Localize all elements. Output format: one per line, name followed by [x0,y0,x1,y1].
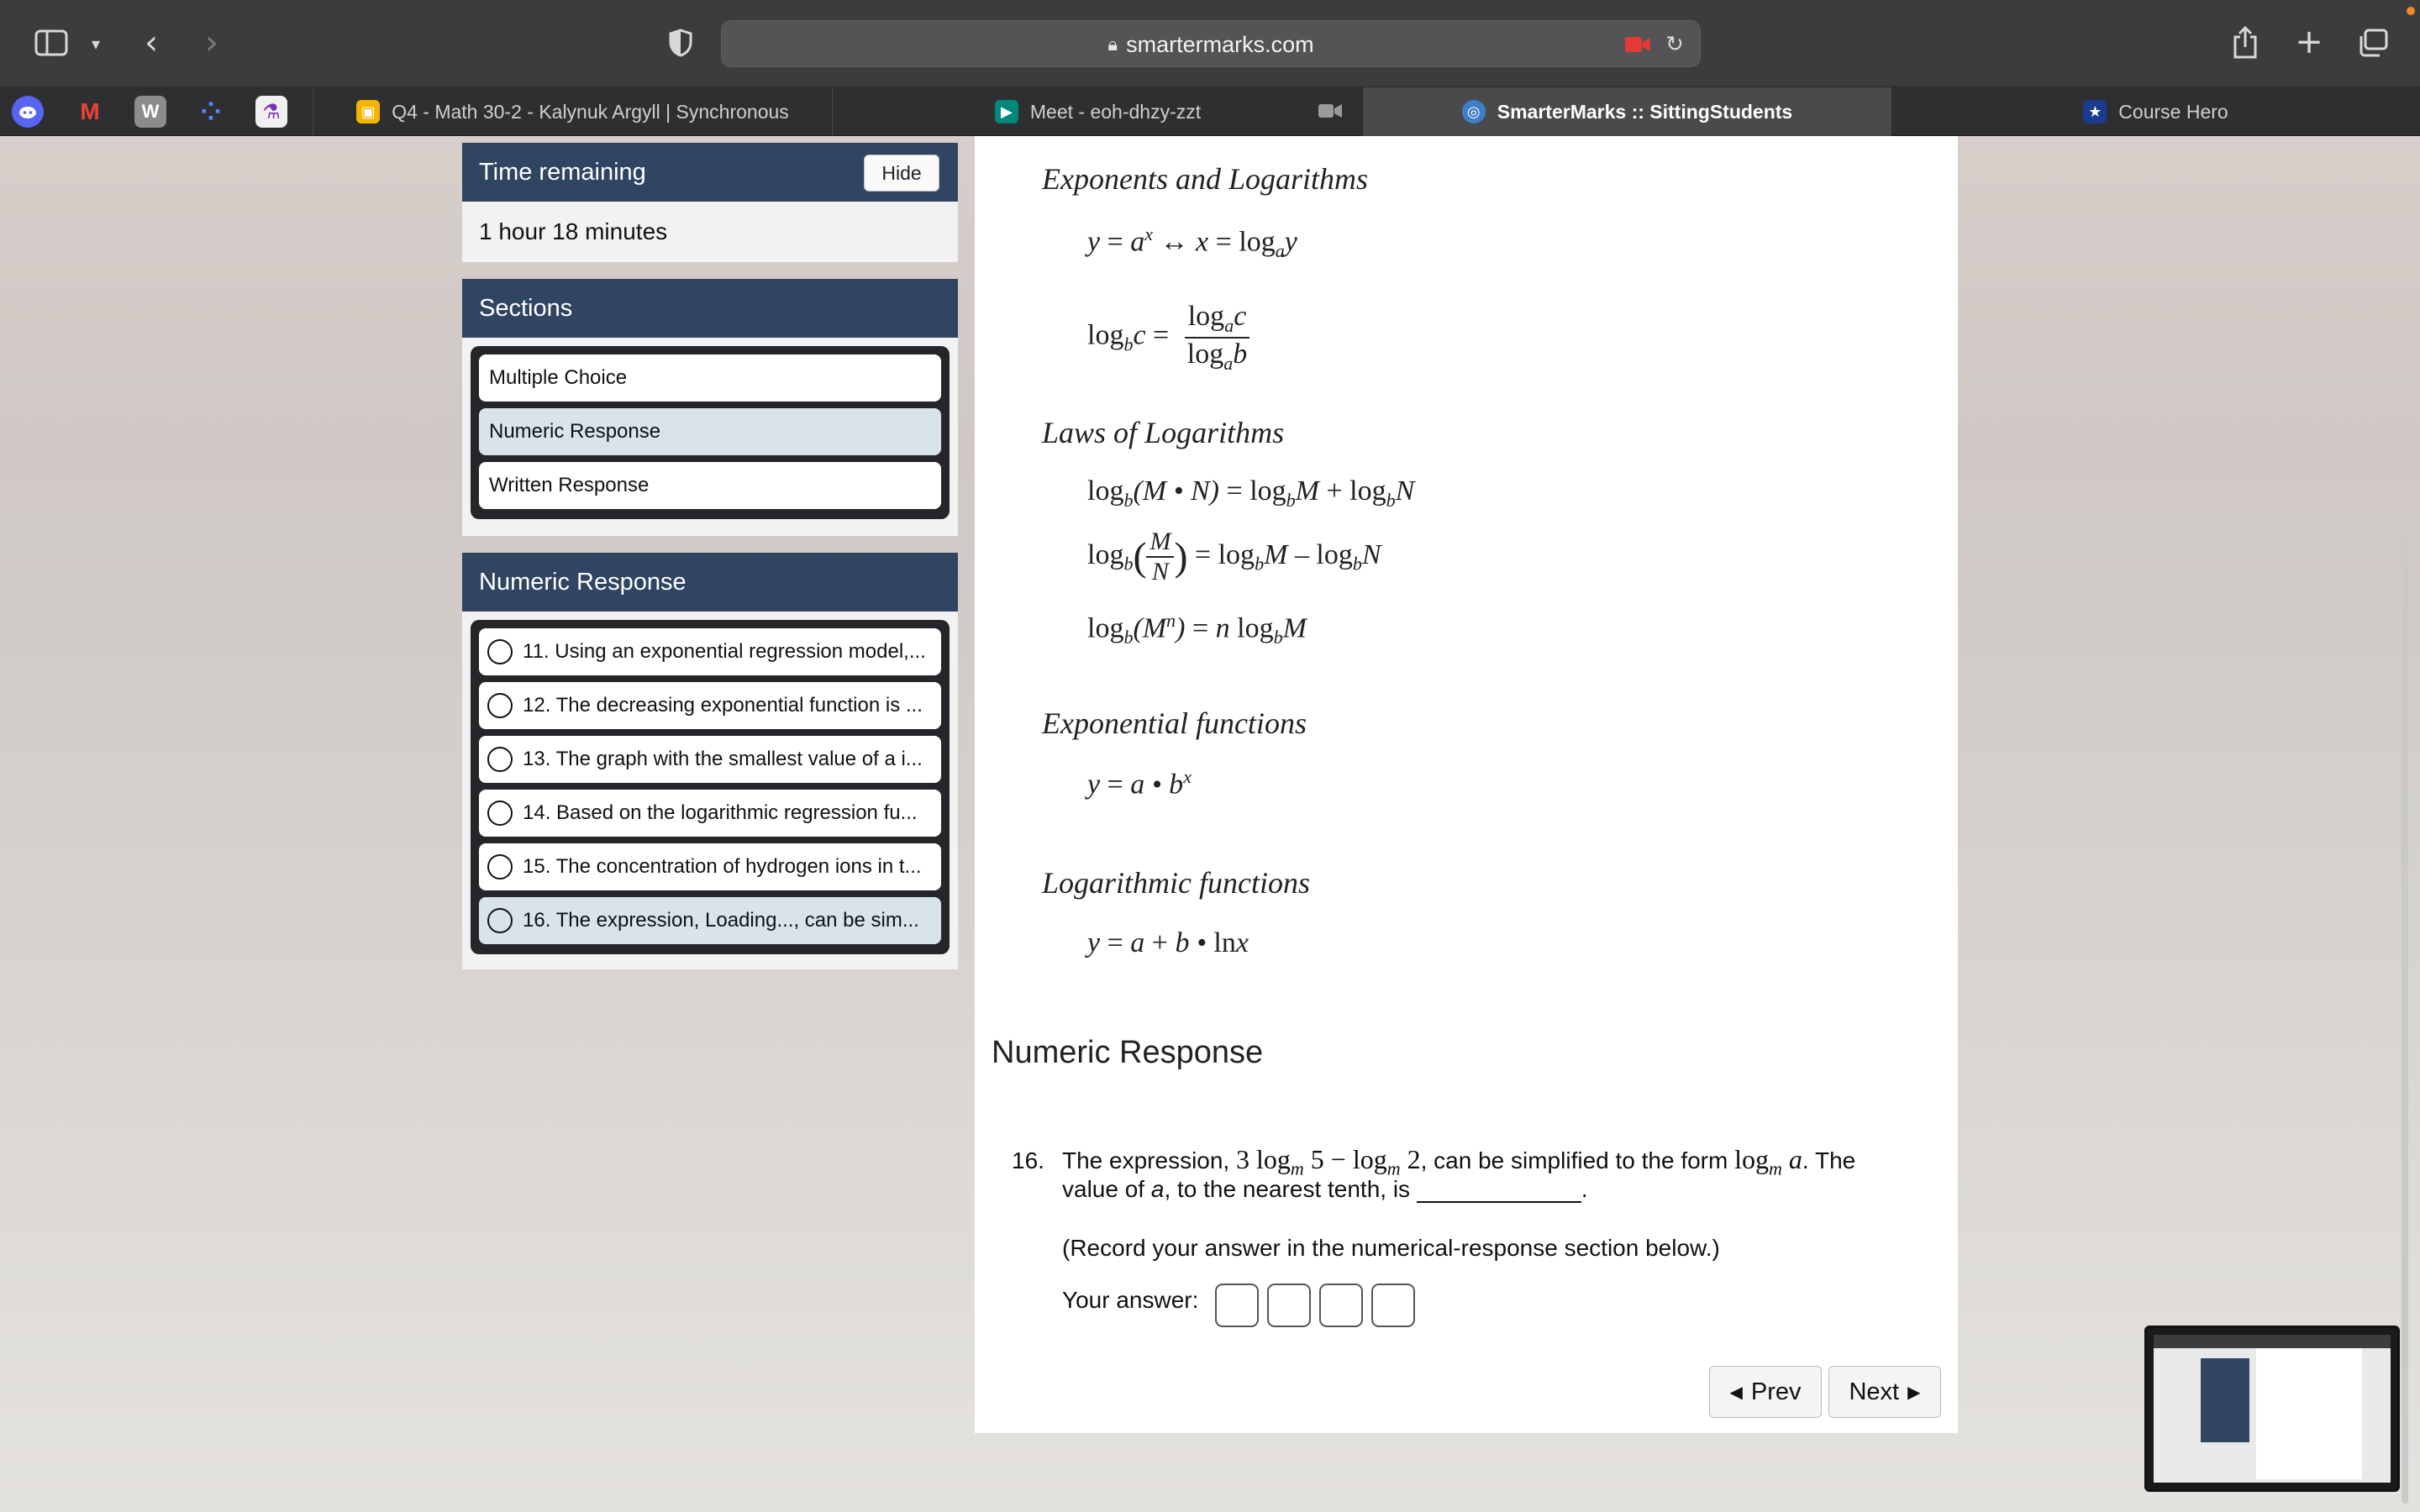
lock-icon: 🔒︎ [1107,34,1118,55]
reload-icon[interactable]: ↻ [1665,32,1684,57]
formula-power-rule: $\log_b(M^n) = n$ $\log_bM$ [1087,610,1307,648]
browser-toolbar [0,0,2420,87]
camera-icon [1318,102,1343,120]
screenshot-thumbnail[interactable] [2144,1326,2400,1492]
formula-title-logarithmic-functions: Logarithmic functions [1042,866,1311,900]
formula-change-of-base: $\log_bc$ = $\frac{\log_ac}{\log_ab}$ [1087,301,1249,375]
question-item-16[interactable]: 16. The expression, Loading..., can be sim... [479,897,941,944]
tab-meet[interactable] [832,87,1363,136]
expression-math: 3 $\log_m 5 - \log_m 2$ [1236,1144,1421,1179]
radio-icon [487,747,513,772]
tab-label: Meet - eoh-dhzy-zzt [1029,100,1202,123]
meet-icon: ▶ [995,100,1018,123]
pinned-discord-tab[interactable] [12,96,44,128]
tab-smartermarks[interactable] [1363,87,1891,136]
formula-title-exponential-functions: Exponential functions [1042,706,1307,740]
answer-digit-3[interactable] [1319,1284,1363,1327]
answer-blank [1417,1179,1581,1203]
section-numeric-response[interactable]: Numeric Response [479,408,941,455]
triangle-right-icon: ▶ [1907,1383,1921,1402]
numeric-response-heading: Numeric Response [992,1035,1264,1070]
tab-bar [0,87,2420,136]
radio-icon [487,693,513,718]
question-content [975,136,1958,1433]
answer-digit-2[interactable] [1267,1284,1311,1327]
time-remaining-title: Time remaining [479,158,646,186]
section-written-response[interactable]: Written Response [479,462,941,509]
questions-panel-title: Numeric Response [462,553,958,612]
pinned-gmail-tab[interactable]: M [80,98,100,124]
formula-title-exponents-logarithms: Exponents and Logarithms [1042,162,1369,196]
answer-digit-4[interactable] [1371,1284,1415,1327]
pinned-dots-tab[interactable]: ⁘ [200,97,222,126]
question-item-13[interactable]: 13. The graph with the smallest value of a i... [479,736,941,783]
next-button[interactable]: Next ▶ [1828,1366,1941,1418]
question-text-line-2: value of a, to the nearest tenth, is . [1062,1176,1588,1202]
tab-classroom[interactable] [313,87,832,136]
sidebar-toggle-icon[interactable] [32,25,71,60]
time-remaining-value: 1 hour 18 minutes [479,218,668,244]
pinned-flask-tab[interactable]: ⚗ [255,96,287,128]
chevron-down-icon[interactable]: ▾ [91,34,101,54]
tab-label: Course Hero [2118,100,2228,123]
question-item-12[interactable]: 12. The decreasing exponential function is ... [479,682,941,729]
tab-label: Q4 - Math 30-2 - Kalynuk Argyll | Synchronous [392,100,789,123]
form-math: $\log_m a$ [1734,1144,1802,1179]
back-icon[interactable]: ‹ [145,24,158,62]
page-scrollbar[interactable] [2402,538,2408,1504]
question-text-line-1: The expression, 3 $\log_m 5 - \log_m 2$, can be simplified to the form $\log_m a$. The [1062,1144,1856,1179]
question-item-15[interactable]: 15. The concentration of hydrogen ions in t... [479,843,941,890]
prev-button[interactable]: ◀ Prev [1709,1366,1822,1418]
radio-icon [487,854,513,879]
formula-quotient-rule: $\log_b$( $\frac{M}{N}$ ) = $\log_bM - \log_bN$ [1087,528,1381,585]
triangle-left-icon: ◀ [1729,1383,1743,1402]
formula-product-rule: $\log_b(M$ • $N) = \log_bM + \log_bN$ [1087,475,1415,511]
tab-overview-icon[interactable] [2356,25,2390,60]
sections-title: Sections [462,279,958,338]
formula-exponential-function: y = a • $b^x$ [1087,766,1192,801]
sections-list [471,346,950,519]
section-multiple-choice[interactable]: Multiple Choice [479,354,941,402]
radio-icon [487,908,513,933]
hide-timer-button[interactable]: Hide [864,155,939,192]
classroom-icon: ▣ [356,100,380,123]
your-answer-label: Your answer: [1062,1287,1199,1313]
question-item-11[interactable]: 11. Using an exponential regression model,... [479,628,941,675]
url-text: smartermarks.com [1126,31,1314,57]
share-icon[interactable] [2230,22,2260,62]
sections-panel [462,279,958,536]
record-instruction: (Record your answer in the numerical-response section below.) [1062,1235,1720,1261]
camera-recording-icon[interactable] [1623,31,1653,58]
formula-logarithmic-function: y = a + b • lnx [1087,927,1249,958]
notification-dot [2407,7,2415,15]
formula-title-laws-of-logarithms: Laws of Logarithms [1042,416,1285,449]
privacy-shield-icon[interactable] [666,25,696,60]
question-number: 16. [1012,1147,1044,1173]
radio-icon [487,801,513,826]
address-bar[interactable] [721,20,1701,67]
course-hero-icon: ★ [2083,100,2107,123]
answer-digit-1[interactable] [1215,1284,1259,1327]
radio-icon [487,639,513,664]
formula-exp-log-equivalence: $y = a^x$ ↔ $x = \log_ay$ [1087,223,1297,262]
time-remaining-panel [462,143,958,262]
new-tab-icon[interactable]: + [2295,23,2323,61]
pinned-word-tab[interactable]: W [134,96,166,128]
forward-icon[interactable]: › [205,24,218,62]
tab-label: SmarterMarks :: SittingStudents [1497,100,1793,123]
smartermarks-icon: ◎ [1462,100,1486,123]
question-item-14[interactable]: 14. Based on the logarithmic regression fu... [479,790,941,837]
questions-panel [462,553,958,969]
tab-course-hero[interactable] [1891,87,2420,136]
questions-list [471,620,950,954]
